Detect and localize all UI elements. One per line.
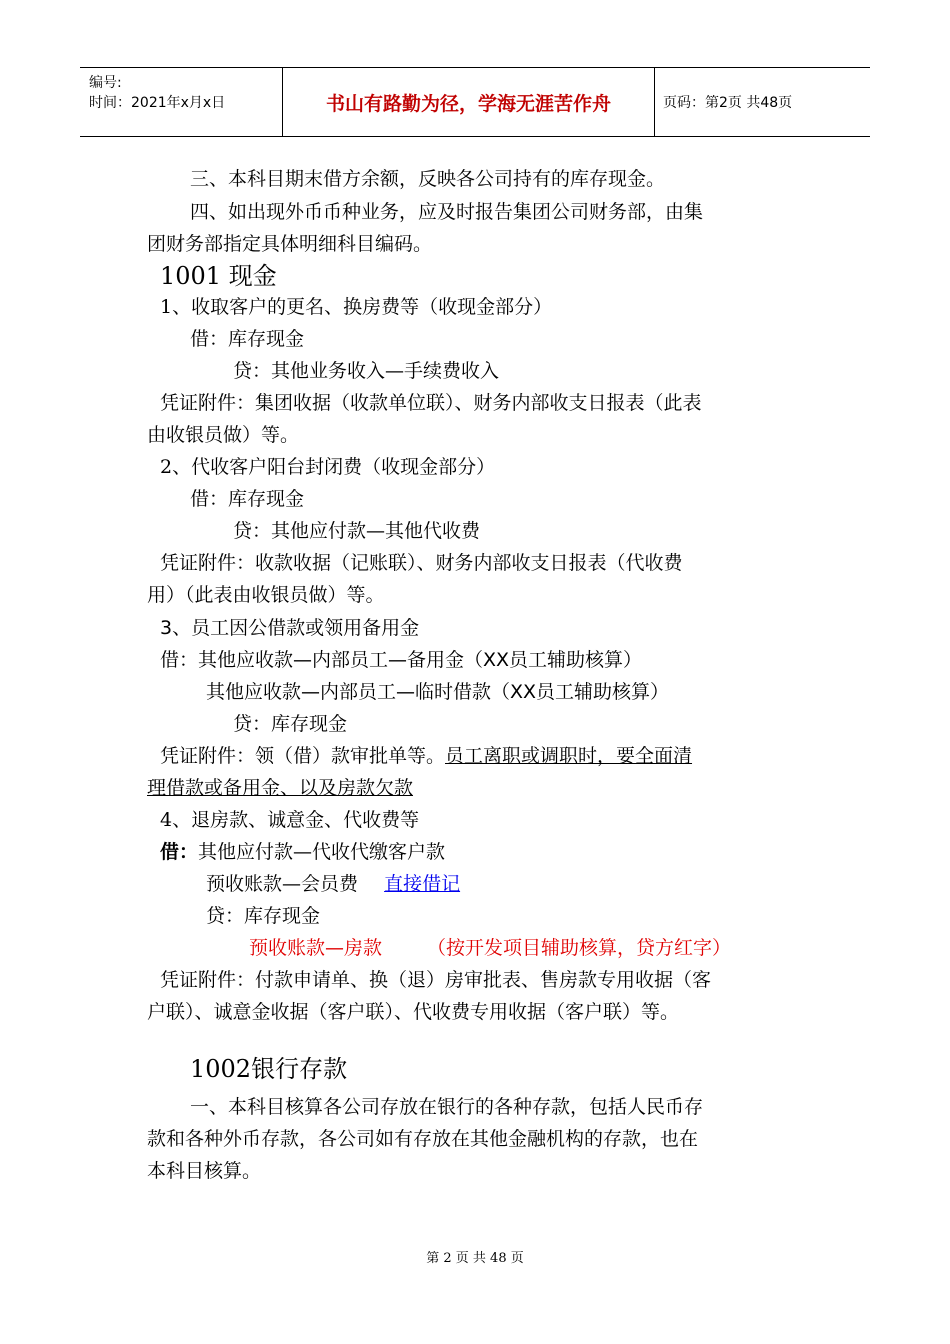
underlined-note: 理借款或备用金、以及房款欠款 bbox=[147, 777, 414, 799]
paragraph-line: 一、本科目核算各公司存放在银行的各种存款，包括人民币存 bbox=[190, 1096, 704, 1118]
debit-text: 预收账款—会员费 bbox=[206, 873, 359, 895]
red-credit-note: （按开发项目辅助核算，贷方红字） bbox=[427, 937, 732, 959]
attachment-line bbox=[160, 741, 692, 768]
paragraph-line: 四、如出现外币币种业务，应及时报告集团公司财务部，由集 bbox=[190, 201, 704, 223]
page-footer: 第 2 页 共 48 页 bbox=[426, 1251, 524, 1266]
header-meta bbox=[80, 68, 283, 136]
red-credit-text: 预收账款—房款 bbox=[249, 937, 383, 959]
debit-line bbox=[206, 869, 460, 896]
credit-line: 贷：库存现金 bbox=[233, 713, 348, 735]
debit-line: 借：其他应收款—内部员工—备用金（XX员工辅助核算） bbox=[160, 649, 643, 671]
credit-line: 贷：其他应付款—其他代收费 bbox=[233, 520, 481, 542]
entry-title: 2、代收客户阳台封闭费（收现金部分） bbox=[160, 456, 496, 478]
header-motto: 书山有路勤为径，学海无涯苦作舟 bbox=[283, 68, 655, 136]
entry-title: 1、收取客户的更名、换房费等（收现金部分） bbox=[160, 296, 553, 318]
section-heading-1002: 1002银行存款 bbox=[190, 1055, 348, 1083]
paragraph-line: 款和各种外币存款，各公司如有存放在其他金融机构的存款，也在 bbox=[147, 1128, 699, 1150]
debit-line: 借：库存现金 bbox=[190, 488, 305, 510]
debit-line bbox=[160, 837, 445, 864]
debit-line: 借：库存现金 bbox=[190, 328, 305, 350]
header-page-info: 页码：第2页 共48页 bbox=[663, 95, 793, 111]
entry-title: 3、员工因公借款或领用备用金 bbox=[160, 617, 420, 639]
debit-text: 其他应付款—代收代缴客户款 bbox=[198, 841, 446, 863]
header-table bbox=[80, 67, 870, 137]
credit-line: 贷：库存现金 bbox=[206, 905, 321, 927]
paragraph-line: 本科目核算。 bbox=[147, 1160, 262, 1182]
attachment-line: 凭证附件：集团收据（收款单位联）、财务内部收支日报表（此表 bbox=[160, 392, 702, 414]
attachment-text: 凭证附件：领（借）款审批单等。 bbox=[160, 745, 446, 767]
credit-line: 贷：其他业务收入—手续费收入 bbox=[233, 360, 500, 382]
section-heading-1001: 1001 现金 bbox=[160, 262, 277, 290]
attachment-line: 由收银员做）等。 bbox=[147, 424, 300, 446]
attachment-line: 用）（此表由收银员做）等。 bbox=[147, 584, 385, 606]
attachment-line: 凭证附件：收款收据（记账联）、财务内部收支日报表（代收费 bbox=[160, 552, 683, 574]
paragraph-line: 三、本科目期末借方余额，反映各公司持有的库存现金。 bbox=[190, 168, 666, 190]
debit-line: 其他应收款—内部员工—临时借款（XX员工辅助核算） bbox=[206, 681, 670, 703]
attachment-line: 凭证附件：付款申请单、换（退）房审批表、售房款专用收据（客 bbox=[160, 969, 712, 991]
debit-label: 借： bbox=[160, 841, 199, 863]
entry-title: 4、退房款、诚意金、代收费等 bbox=[160, 809, 420, 831]
document-time-label: 时间：2021年x月x日 bbox=[89, 95, 226, 111]
document-number-label: 编号: bbox=[89, 75, 122, 91]
red-credit-line bbox=[249, 933, 731, 960]
attachment-line: 户联）、诚意金收据（客户联）、代收费专用收据（客户联）等。 bbox=[147, 1001, 680, 1023]
paragraph-line: 团财务部指定具体明细科目编码。 bbox=[147, 233, 433, 255]
underlined-note: 员工离职或调职时，要全面清 bbox=[445, 745, 693, 767]
direct-debit-link[interactable]: 直接借记 bbox=[384, 873, 461, 895]
